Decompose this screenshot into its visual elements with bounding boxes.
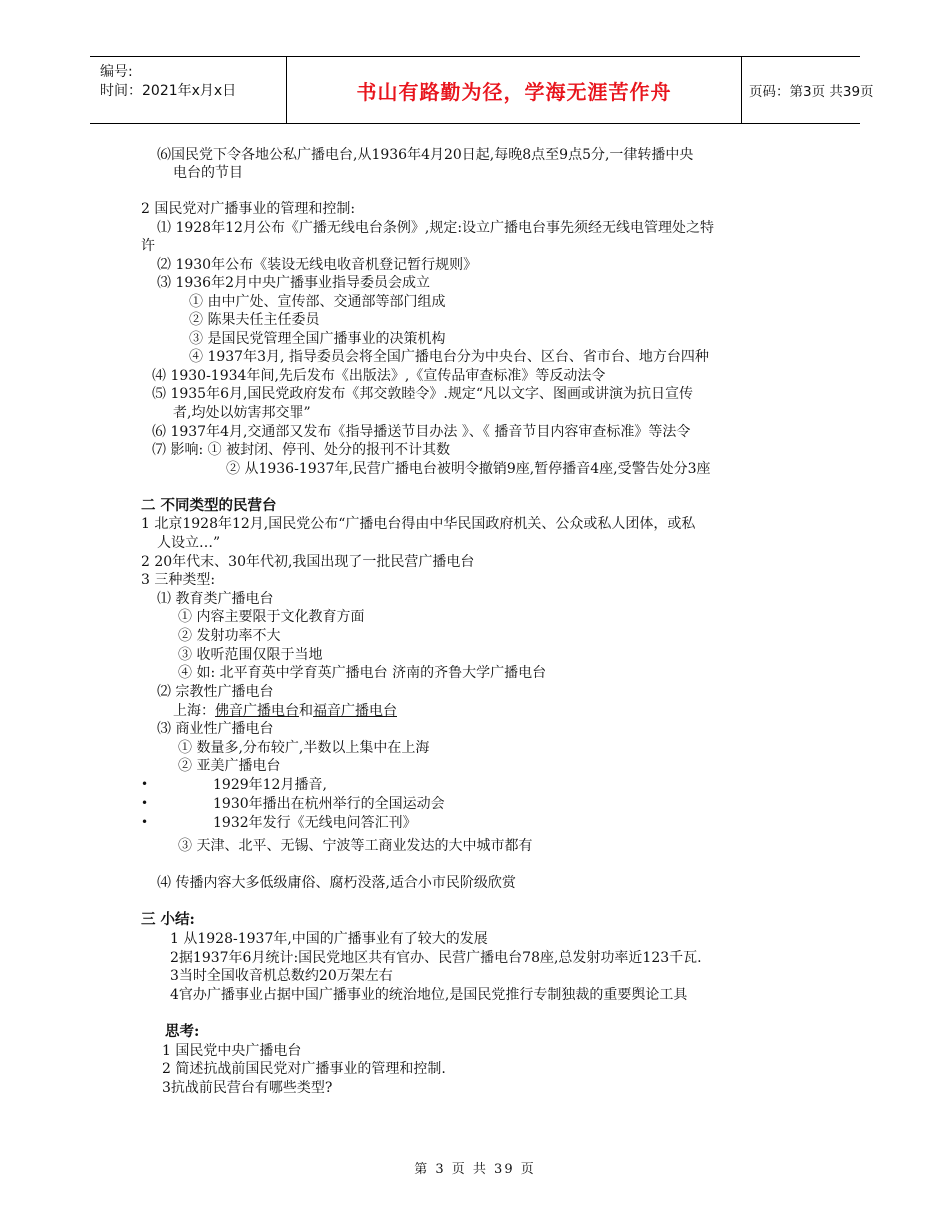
text-line: ① 由中广处、宣传部、交通部等部门组成 xyxy=(189,294,446,310)
text-line: ⑴ 1928年12月公布《广播无线电台条例》,规定:设立广播电台事先须经无线电管理处之特 xyxy=(157,220,715,236)
text-line: ③ 是国民党管理全国广播事业的决策机构 xyxy=(189,331,446,347)
text-line: ④ 如: 北平育英中学育英广播电台 济南的齐鲁大学广播电台 xyxy=(178,665,547,681)
text-line: ③ 天津、北平、无锡、宁波等工商业发达的大中城市都有 xyxy=(178,838,533,854)
text-line: ⑸ 1935年6月,国民党政府发布《邦交敦睦令》.规定“凡以文字、图画或讲演为抗日宣传 xyxy=(152,386,694,402)
text-line: ② 陈果夫任主任委员 xyxy=(189,312,320,328)
number-label: 编号: xyxy=(100,64,133,80)
text-line: 2 国民党对广播事业的管理和控制: xyxy=(141,201,356,217)
text-line: 1932年发行《无线电问答汇刊》 xyxy=(213,815,417,831)
text-line: 2 20年代末、30年代初,我国出现了一批民营广播电台 xyxy=(141,554,475,570)
text-line: ② 亚美广播电台 xyxy=(178,758,281,774)
text-line: ① 内容主要限于文化教育方面 xyxy=(178,609,365,625)
text-line: ⑵ 1930年公布《装设无线电收音机登记暂行规则》 xyxy=(157,257,478,273)
text-line: 1 北京1928年12月,国民党公布“广播电台得由中华民国政府机关、公众或私人团体，或私 xyxy=(141,516,696,532)
text-line: 1929年12月播音, xyxy=(213,777,327,793)
time-label: 时间：2021年x月x日 xyxy=(100,83,237,99)
text-line: ② 从1936-1937年,民营广播电台被明令撤销9座,暂停播音4座,受警告处分3座 xyxy=(226,461,711,477)
text-line: 者,均处以妨害邦交罪” xyxy=(173,405,311,421)
text-line: ⑴ 教育类广播电台 xyxy=(157,591,274,607)
text-line: 1 从1928-1937年,中国的广播事业有了较大的发展 xyxy=(170,931,488,947)
buddhist-station-name: 佛音广播电台 xyxy=(215,703,299,719)
section-heading: 三 小结: xyxy=(141,911,195,928)
gospel-station-name: 福音广播电台 xyxy=(313,703,397,719)
bullet-icon: • xyxy=(141,777,149,791)
section-heading: 二 不同类型的民营台 xyxy=(141,497,277,514)
location-label: 上海： xyxy=(173,703,215,719)
section-heading: 思考: xyxy=(165,1023,200,1040)
text-line: 2据1937年6月统计:国民党地区共有官办、民营广播电台78座,总发射功率近123千瓦. xyxy=(170,950,702,966)
text-line: ⑹国民党下令各地公私广播电台,从1936年4月20日起,每晚8点至9点5分,一律转播中央 xyxy=(157,147,694,163)
bullet-icon: • xyxy=(141,796,149,810)
text-line: ⑹ 1937年4月,交通部又发布《指导播送节目办法 》、《 播音节目内容审查标准》等法令 xyxy=(152,424,691,440)
text-line: 4官办广播事业占据中国广播事业的统治地位,是国民党推行专制独裁的重要舆论工具 xyxy=(170,987,688,1003)
text-line: 人设立…” xyxy=(157,535,221,551)
page-header xyxy=(90,56,874,124)
header-meta xyxy=(90,57,286,123)
page-footer: 第 3 页 共 39 页 xyxy=(414,1162,536,1177)
text-line: 许 xyxy=(141,238,155,254)
text-line: ⑷ 1930-1934年间,先后发布《出版法》,《宣传品审查标准》等反动法令 xyxy=(152,368,606,384)
text-line: 2 简述抗战前国民党对广播事业的管理和控制. xyxy=(162,1061,446,1077)
text-line: ⑶ 1936年2月中央广播事业指导委员会成立 xyxy=(157,275,430,291)
page-info: 页码：第3页 共39页 xyxy=(749,84,874,100)
text-line: 3抗战前民营台有哪些类型? xyxy=(162,1080,333,1096)
text-line: ⑶ 商业性广播电台 xyxy=(157,721,274,737)
text-line: ① 数量多,分布较广,半数以上集中在上海 xyxy=(178,740,430,756)
text-line: ⑷ 传播内容大多低级庸俗、腐朽没落,适合小市民阶级欣赏 xyxy=(157,875,516,891)
text-line: ⑺ 影响: ① 被封闭、停刊、处分的报刊不计其数 xyxy=(152,442,451,458)
text-line: 3当时全国收音机总数约20万架左右 xyxy=(170,968,393,984)
text-line: 3 三种类型: xyxy=(141,572,216,588)
text-line: ⑵ 宗教性广播电台 xyxy=(157,684,274,700)
header-motto-cell xyxy=(286,57,742,123)
conjunction: 和 xyxy=(299,703,313,719)
text-line: ② 发射功率不大 xyxy=(178,628,281,644)
motto: 书山有路勤为径，学海无涯苦作舟 xyxy=(356,79,672,104)
text-line: 电台的节目 xyxy=(173,165,243,181)
bullet-icon: • xyxy=(141,815,149,829)
text-line: 1 国民党中央广播电台 xyxy=(162,1043,302,1059)
text-line xyxy=(173,702,397,720)
text-line: ③ 收听范围仅限于当地 xyxy=(178,647,323,663)
text-line: ④ 1937年3月, 指导委员会将全国广播电台分为中央台、区台、省市台、地方台四种 xyxy=(189,349,709,365)
text-line: 1930年播出在杭州举行的全国运动会 xyxy=(213,796,445,812)
